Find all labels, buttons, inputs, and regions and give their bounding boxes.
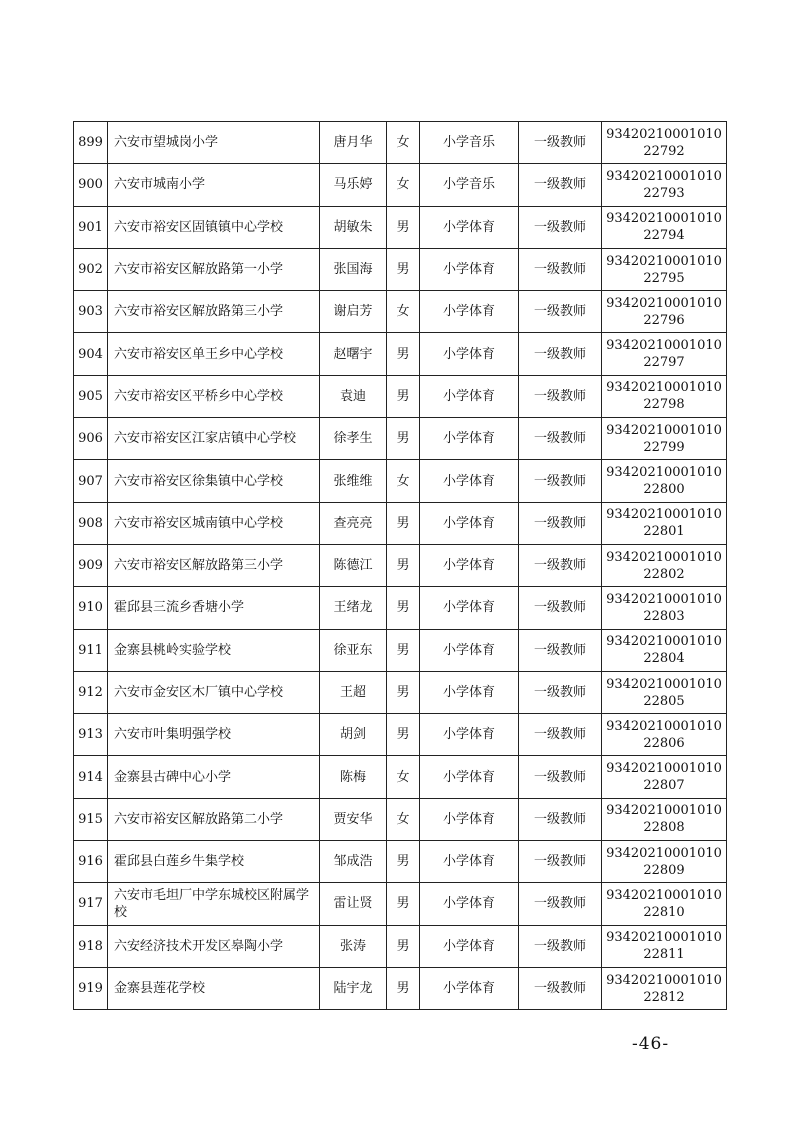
row-number: 912 bbox=[74, 671, 108, 713]
row-number: 915 bbox=[74, 798, 108, 840]
school-name: 六安市裕安区单王乡中心学校 bbox=[108, 333, 320, 375]
table-row bbox=[74, 122, 727, 164]
job-title: 一级教师 bbox=[519, 544, 602, 586]
certificate-number: 9342021000101022808 bbox=[602, 798, 727, 840]
subject: 小学体育 bbox=[420, 333, 519, 375]
teacher-sex: 男 bbox=[387, 587, 420, 629]
subject: 小学体育 bbox=[420, 671, 519, 713]
teacher-name: 陈梅 bbox=[320, 756, 387, 798]
certificate-number: 9342021000101022806 bbox=[602, 714, 727, 756]
job-title: 一级教师 bbox=[519, 756, 602, 798]
row-number: 918 bbox=[74, 925, 108, 967]
teacher-name: 谢启芳 bbox=[320, 291, 387, 333]
school-name: 金寨县古碑中心小学 bbox=[108, 756, 320, 798]
table-row bbox=[74, 333, 727, 375]
table-row bbox=[74, 291, 727, 333]
job-title: 一级教师 bbox=[519, 460, 602, 502]
school-name: 六安市望城岗小学 bbox=[108, 122, 320, 164]
school-name: 六安市裕安区城南镇中心学校 bbox=[108, 502, 320, 544]
subject: 小学体育 bbox=[420, 967, 519, 1009]
table-row bbox=[74, 967, 727, 1009]
certificate-number: 9342021000101022799 bbox=[602, 418, 727, 460]
teacher-sex: 男 bbox=[387, 925, 420, 967]
row-number: 901 bbox=[74, 206, 108, 248]
teacher-name: 查亮亮 bbox=[320, 502, 387, 544]
job-title: 一级教师 bbox=[519, 248, 602, 290]
row-number: 907 bbox=[74, 460, 108, 502]
job-title: 一级教师 bbox=[519, 502, 602, 544]
teacher-name: 袁迪 bbox=[320, 375, 387, 417]
row-number: 911 bbox=[74, 629, 108, 671]
teacher-name: 徐孝生 bbox=[320, 418, 387, 460]
subject: 小学体育 bbox=[420, 418, 519, 460]
teacher-name: 贾安华 bbox=[320, 798, 387, 840]
teacher-name: 胡敏朱 bbox=[320, 206, 387, 248]
table-row bbox=[74, 418, 727, 460]
school-name: 金寨县莲花学校 bbox=[108, 967, 320, 1009]
job-title: 一级教师 bbox=[519, 587, 602, 629]
job-title: 一级教师 bbox=[519, 841, 602, 883]
subject: 小学体育 bbox=[420, 841, 519, 883]
job-title: 一级教师 bbox=[519, 671, 602, 713]
subject: 小学体育 bbox=[420, 883, 519, 925]
table-row bbox=[74, 671, 727, 713]
certificate-number: 9342021000101022797 bbox=[602, 333, 727, 375]
table-row bbox=[74, 375, 727, 417]
subject: 小学音乐 bbox=[420, 122, 519, 164]
subject: 小学体育 bbox=[420, 544, 519, 586]
certificate-number: 9342021000101022798 bbox=[602, 375, 727, 417]
teacher-sex: 男 bbox=[387, 714, 420, 756]
certificate-number: 9342021000101022800 bbox=[602, 460, 727, 502]
job-title: 一级教师 bbox=[519, 629, 602, 671]
teacher-name: 张国海 bbox=[320, 248, 387, 290]
table-row bbox=[74, 544, 727, 586]
school-name: 霍邱县三流乡香塘小学 bbox=[108, 587, 320, 629]
row-number: 910 bbox=[74, 587, 108, 629]
certificate-number: 9342021000101022805 bbox=[602, 671, 727, 713]
row-number: 900 bbox=[74, 164, 108, 206]
teacher-name: 邹成浩 bbox=[320, 841, 387, 883]
job-title: 一级教师 bbox=[519, 333, 602, 375]
teacher-sex: 女 bbox=[387, 122, 420, 164]
teacher-name: 张维维 bbox=[320, 460, 387, 502]
row-number: 902 bbox=[74, 248, 108, 290]
table-row bbox=[74, 206, 727, 248]
certificate-number: 9342021000101022807 bbox=[602, 756, 727, 798]
table-row bbox=[74, 798, 727, 840]
table-row bbox=[74, 841, 727, 883]
teacher-name: 雷让贤 bbox=[320, 883, 387, 925]
teacher-name: 胡剑 bbox=[320, 714, 387, 756]
table-row bbox=[74, 164, 727, 206]
certificate-number: 9342021000101022802 bbox=[602, 544, 727, 586]
teacher-sex: 男 bbox=[387, 883, 420, 925]
table-row bbox=[74, 883, 727, 925]
teacher-sex: 女 bbox=[387, 291, 420, 333]
subject: 小学体育 bbox=[420, 925, 519, 967]
job-title: 一级教师 bbox=[519, 714, 602, 756]
school-name: 六安市裕安区解放路第三小学 bbox=[108, 544, 320, 586]
job-title: 一级教师 bbox=[519, 798, 602, 840]
school-name: 六安市叶集明强学校 bbox=[108, 714, 320, 756]
school-name: 六安市裕安区解放路第二小学 bbox=[108, 798, 320, 840]
subject: 小学体育 bbox=[420, 291, 519, 333]
subject: 小学体育 bbox=[420, 375, 519, 417]
teacher-sex: 男 bbox=[387, 418, 420, 460]
teacher-sex: 女 bbox=[387, 164, 420, 206]
row-number: 906 bbox=[74, 418, 108, 460]
school-name: 六安市裕安区固镇镇中心学校 bbox=[108, 206, 320, 248]
subject: 小学体育 bbox=[420, 502, 519, 544]
subject: 小学体育 bbox=[420, 756, 519, 798]
subject: 小学体育 bbox=[420, 798, 519, 840]
teacher-sex: 女 bbox=[387, 756, 420, 798]
teacher-name: 赵曙宇 bbox=[320, 333, 387, 375]
school-name: 金寨县桃岭实验学校 bbox=[108, 629, 320, 671]
row-number: 905 bbox=[74, 375, 108, 417]
job-title: 一级教师 bbox=[519, 967, 602, 1009]
certificate-number: 9342021000101022795 bbox=[602, 248, 727, 290]
teacher-name: 王绪龙 bbox=[320, 587, 387, 629]
certificate-number: 9342021000101022793 bbox=[602, 164, 727, 206]
teacher-name: 王超 bbox=[320, 671, 387, 713]
row-number: 899 bbox=[74, 122, 108, 164]
teacher-sex: 男 bbox=[387, 206, 420, 248]
certificate-number: 9342021000101022803 bbox=[602, 587, 727, 629]
teacher-sex: 男 bbox=[387, 967, 420, 1009]
table-row bbox=[74, 502, 727, 544]
school-name: 六安市城南小学 bbox=[108, 164, 320, 206]
table-row bbox=[74, 714, 727, 756]
school-name: 六安市金安区木厂镇中心学校 bbox=[108, 671, 320, 713]
job-title: 一级教师 bbox=[519, 375, 602, 417]
teacher-sex: 男 bbox=[387, 841, 420, 883]
subject: 小学体育 bbox=[420, 629, 519, 671]
school-name: 霍邱县白莲乡牛集学校 bbox=[108, 841, 320, 883]
school-name: 六安市裕安区平桥乡中心学校 bbox=[108, 375, 320, 417]
row-number: 914 bbox=[74, 756, 108, 798]
certificate-number: 9342021000101022811 bbox=[602, 925, 727, 967]
teacher-sex: 男 bbox=[387, 544, 420, 586]
teacher-name: 马乐婷 bbox=[320, 164, 387, 206]
school-name: 六安市裕安区江家店镇中心学校 bbox=[108, 418, 320, 460]
certificate-number: 9342021000101022809 bbox=[602, 841, 727, 883]
page-number: -46- bbox=[632, 1034, 670, 1054]
job-title: 一级教师 bbox=[519, 206, 602, 248]
job-title: 一级教师 bbox=[519, 925, 602, 967]
teacher-name: 张涛 bbox=[320, 925, 387, 967]
row-number: 909 bbox=[74, 544, 108, 586]
teacher-sex: 男 bbox=[387, 248, 420, 290]
table-row bbox=[74, 248, 727, 290]
table-row bbox=[74, 756, 727, 798]
row-number: 913 bbox=[74, 714, 108, 756]
teacher-sex: 男 bbox=[387, 629, 420, 671]
teacher-sex: 女 bbox=[387, 798, 420, 840]
certificate-number: 9342021000101022794 bbox=[602, 206, 727, 248]
table-row bbox=[74, 460, 727, 502]
teacher-name: 陆宇龙 bbox=[320, 967, 387, 1009]
job-title: 一级教师 bbox=[519, 883, 602, 925]
certificate-number: 9342021000101022812 bbox=[602, 967, 727, 1009]
teacher-sex: 男 bbox=[387, 333, 420, 375]
certificate-number: 9342021000101022796 bbox=[602, 291, 727, 333]
school-name: 六安市裕安区解放路第三小学 bbox=[108, 291, 320, 333]
teacher-sex: 男 bbox=[387, 671, 420, 713]
teacher-name: 唐月华 bbox=[320, 122, 387, 164]
teacher-sex: 女 bbox=[387, 460, 420, 502]
certificate-number: 9342021000101022804 bbox=[602, 629, 727, 671]
certificate-number: 9342021000101022801 bbox=[602, 502, 727, 544]
teacher-list-table bbox=[73, 121, 727, 1010]
teacher-list-body bbox=[74, 122, 727, 1010]
teacher-name: 徐亚东 bbox=[320, 629, 387, 671]
subject: 小学体育 bbox=[420, 714, 519, 756]
school-name: 六安市裕安区解放路第一小学 bbox=[108, 248, 320, 290]
row-number: 904 bbox=[74, 333, 108, 375]
table-row bbox=[74, 925, 727, 967]
teacher-sex: 男 bbox=[387, 375, 420, 417]
job-title: 一级教师 bbox=[519, 122, 602, 164]
row-number: 916 bbox=[74, 841, 108, 883]
row-number: 917 bbox=[74, 883, 108, 925]
job-title: 一级教师 bbox=[519, 418, 602, 460]
row-number: 919 bbox=[74, 967, 108, 1009]
school-name: 六安市毛坦厂中学东城校区附属学校 bbox=[108, 883, 320, 925]
row-number: 908 bbox=[74, 502, 108, 544]
school-name: 六安经济技术开发区皋陶小学 bbox=[108, 925, 320, 967]
school-name: 六安市裕安区徐集镇中心学校 bbox=[108, 460, 320, 502]
certificate-number: 9342021000101022792 bbox=[602, 122, 727, 164]
subject: 小学体育 bbox=[420, 460, 519, 502]
row-number: 903 bbox=[74, 291, 108, 333]
table-row bbox=[74, 629, 727, 671]
job-title: 一级教师 bbox=[519, 291, 602, 333]
subject: 小学音乐 bbox=[420, 164, 519, 206]
subject: 小学体育 bbox=[420, 248, 519, 290]
subject: 小学体育 bbox=[420, 206, 519, 248]
job-title: 一级教师 bbox=[519, 164, 602, 206]
certificate-number: 9342021000101022810 bbox=[602, 883, 727, 925]
teacher-name: 陈德江 bbox=[320, 544, 387, 586]
subject: 小学体育 bbox=[420, 587, 519, 629]
teacher-sex: 男 bbox=[387, 502, 420, 544]
table-row bbox=[74, 587, 727, 629]
